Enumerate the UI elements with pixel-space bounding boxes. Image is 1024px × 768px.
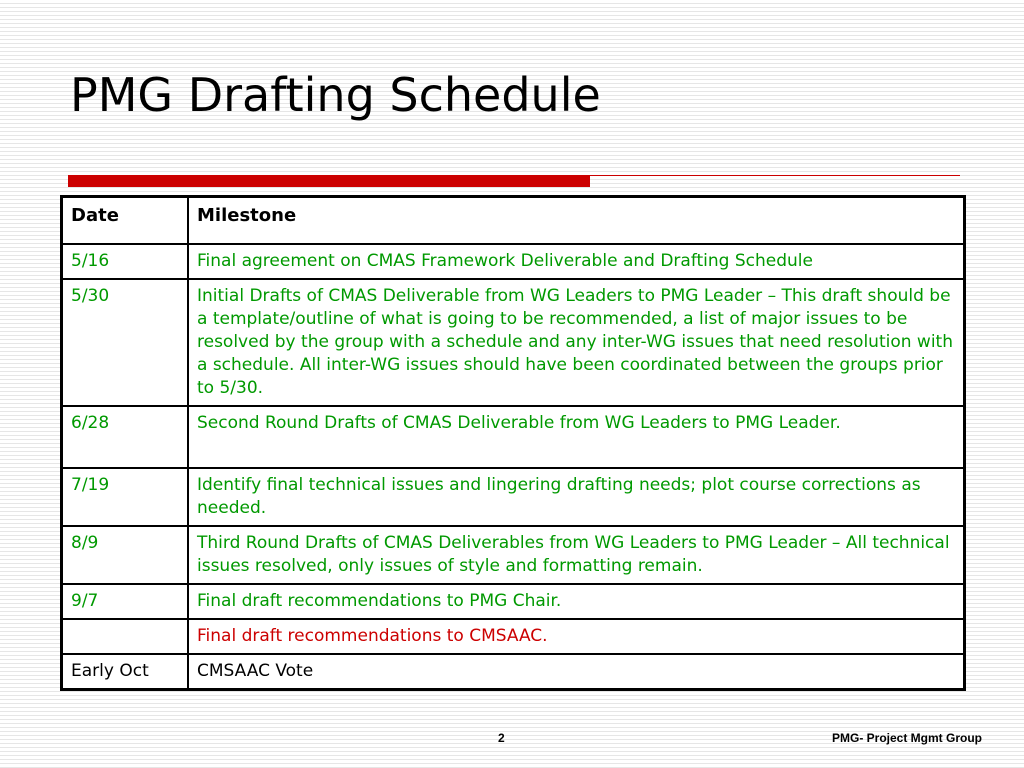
schedule-table <box>60 195 966 691</box>
row-date: 9/7 <box>62 584 189 619</box>
row-date: 5/16 <box>62 244 189 279</box>
table-row <box>62 654 965 690</box>
row-milestone: Identify final technical issues and lingering drafting needs; plot course corrections as needed. <box>188 468 965 526</box>
row-date: 7/19 <box>62 468 189 526</box>
table-row <box>62 244 965 279</box>
table-row <box>62 406 965 468</box>
row-date: 8/9 <box>62 526 189 584</box>
footer-label: PMG- Project Mgmt Group <box>832 731 982 745</box>
row-date: 5/30 <box>62 279 189 406</box>
row-milestone: Final draft recommendations to PMG Chair. <box>188 584 965 619</box>
table-header-row <box>62 197 965 245</box>
title-underline-thin <box>590 175 960 176</box>
table-row <box>62 619 965 654</box>
table-row <box>62 526 965 584</box>
table-row <box>62 584 965 619</box>
title-underline-thick <box>68 175 590 187</box>
slide-title: PMG Drafting Schedule <box>70 68 601 122</box>
slide-number: 2 <box>498 731 505 745</box>
row-milestone: Third Round Drafts of CMAS Deliverables from WG Leaders to PMG Leader – All technical issues resolved, only issues of style and formatting remain. <box>188 526 965 584</box>
row-milestone: CMSAAC Vote <box>188 654 965 690</box>
table-row <box>62 468 965 526</box>
row-milestone: Final agreement on CMAS Framework Deliverable and Drafting Schedule <box>188 244 965 279</box>
table-row <box>62 279 965 406</box>
row-date: Early Oct <box>62 654 189 690</box>
row-milestone: Initial Drafts of CMAS Deliverable from WG Leaders to PMG Leader – This draft should be a template/outline of what is going to be recommended, a list of major issues to be resolved by the group with a schedule and any inter-WG issues that need resolution with a schedule. All inter-WG issues should have been coordinated between the groups prior to 5/30. <box>188 279 965 406</box>
header-date: Date <box>62 197 189 245</box>
header-milestone: Milestone <box>188 197 965 245</box>
row-milestone: Second Round Drafts of CMAS Deliverable from WG Leaders to PMG Leader. <box>188 406 965 468</box>
row-date: 6/28 <box>62 406 189 468</box>
row-milestone: Final draft recommendations to CMSAAC. <box>188 619 965 654</box>
row-date <box>62 619 189 654</box>
